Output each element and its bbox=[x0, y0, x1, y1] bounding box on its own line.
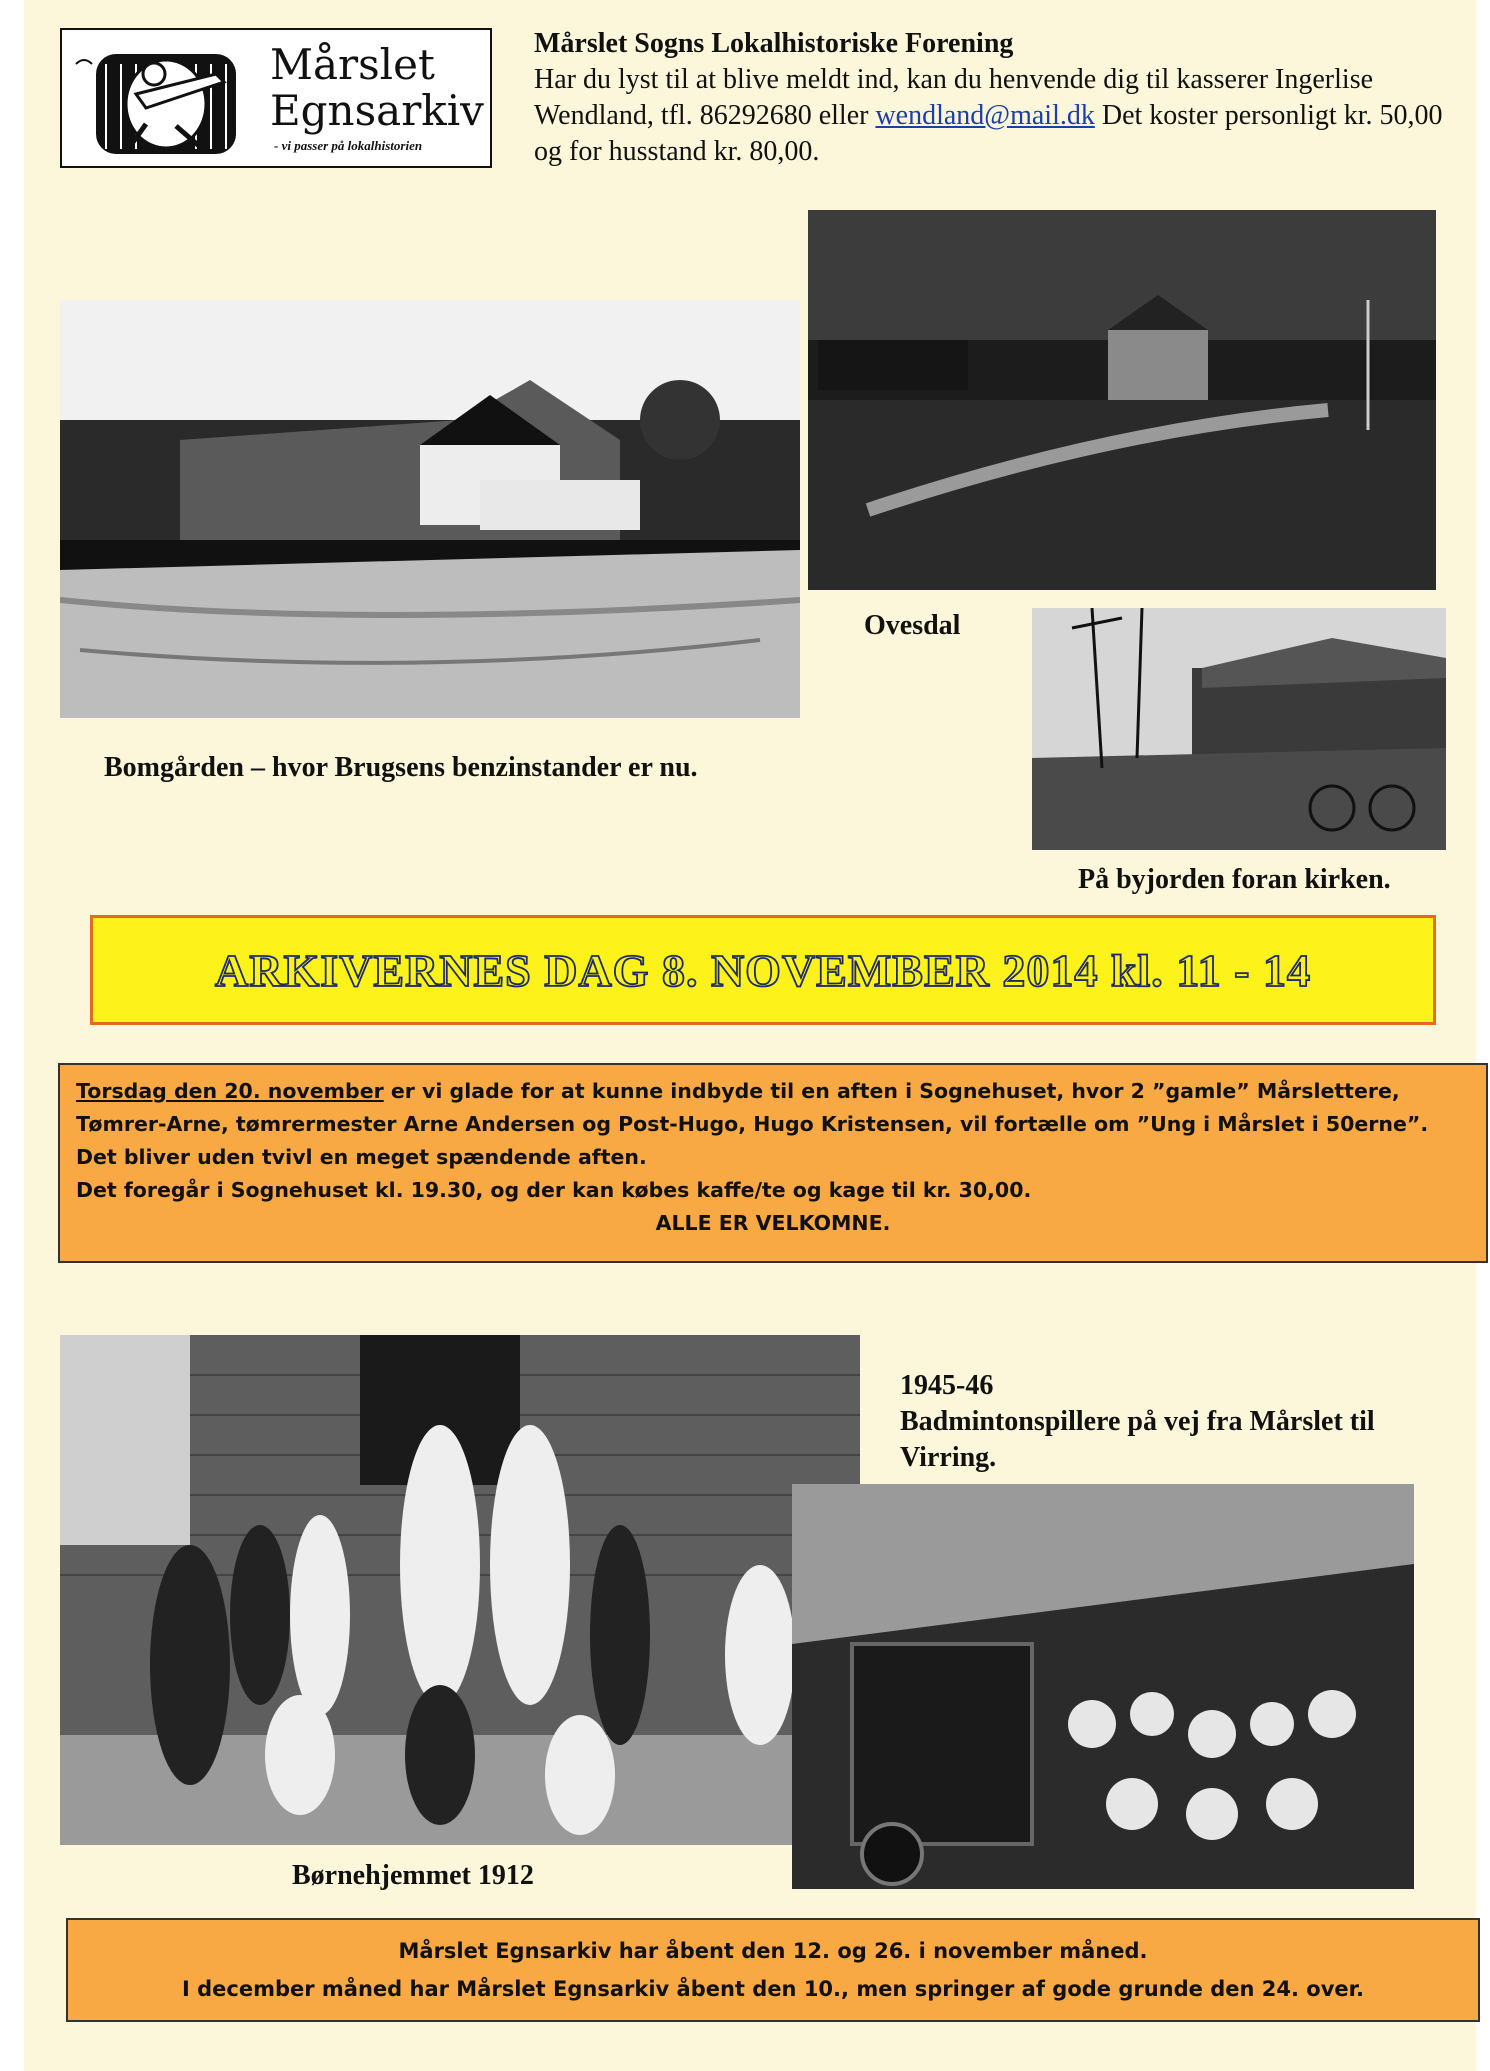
logo-title-line-2: Egnsarkiv bbox=[270, 86, 484, 135]
egnsarkiv-logo bbox=[60, 28, 492, 168]
membership-text-end: Det koster personligt kr. 50,00 og for husstand kr. 80,00. bbox=[534, 100, 1443, 167]
badminton-caption-text: Badmintonspillere på vej fra Mårslet til Virring. bbox=[900, 1406, 1375, 1473]
opening-hours-december: I december måned har Mårslet Egnsarkiv åbent den 10., men springer af gode grunde den 24. over. bbox=[182, 1977, 1364, 2001]
event-info-box bbox=[58, 1063, 1488, 1263]
horn-blower-logo-icon bbox=[66, 34, 266, 162]
bomgarden-caption: Bomgården – hvor Brugsens benzinstander er nu. bbox=[104, 752, 698, 783]
logo-title bbox=[270, 42, 484, 134]
treasurer-email-link[interactable]: wendland@mail.dk bbox=[875, 100, 1095, 131]
ovesdal-photo bbox=[808, 210, 1436, 590]
bornehjemmet-photo bbox=[60, 1335, 860, 1845]
event-date: Torsdag den 20. november bbox=[76, 1079, 384, 1103]
byjorden-caption: På byjorden foran kirken. bbox=[1078, 864, 1391, 895]
badminton-caption bbox=[900, 1368, 1460, 1476]
bomgarden-photo bbox=[60, 300, 800, 718]
bornehjemmet-caption: Børnehjemmet 1912 bbox=[292, 1860, 534, 1891]
opening-hours-november: Mårslet Egnsarkiv har åbent den 12. og 26. i november måned. bbox=[398, 1939, 1148, 1963]
archives-day-banner bbox=[90, 915, 1436, 1025]
logo-tagline: - vi passer på lokalhistorien bbox=[274, 138, 423, 153]
opening-hours-box bbox=[66, 1918, 1480, 2022]
event-body: er vi glade for at kunne indbyde til en aften i Sognehuset, hvor 2 ”gamle” Mårslettere, Tømrer-Arne, tømrermester Arne Andersen og Post-Hugo, Hugo Kristensen, vil fortælle om ”Ung i Mårslet i 50erne”. Det bliver uden tvivl en meget spændende aften. bbox=[76, 1079, 1429, 1169]
membership-text-start: Har du lyst til at blive meldt ind, kan du henvende dig til kasserer Ingerlise Wendland, tfl. 86292680 eller bbox=[534, 64, 1374, 131]
event-description bbox=[76, 1075, 1470, 1174]
association-heading: Mårslet Sogns Lokalhistoriske Forening bbox=[534, 28, 1014, 59]
event-welcome: ALLE ER VELKOMNE. bbox=[655, 1211, 891, 1235]
association-intro bbox=[534, 26, 1474, 170]
logo-title-line-1: Mårslet bbox=[270, 40, 435, 89]
byjorden-photo bbox=[1032, 608, 1446, 850]
ovesdal-caption: Ovesdal bbox=[864, 610, 961, 641]
archives-day-banner-text: ARKIVERNES DAG 8. NOVEMBER 2014 kl. 11 - 14 bbox=[215, 944, 1311, 996]
badminton-photo bbox=[792, 1484, 1414, 1889]
badminton-caption-year: 1945-46 bbox=[900, 1370, 994, 1401]
event-location: Det foregår i Sognehuset kl. 19.30, og der kan købes kaffe/te og kage til kr. 30,00. bbox=[76, 1178, 1032, 1202]
poster-page bbox=[24, 0, 1476, 2071]
membership-text bbox=[534, 62, 1474, 170]
